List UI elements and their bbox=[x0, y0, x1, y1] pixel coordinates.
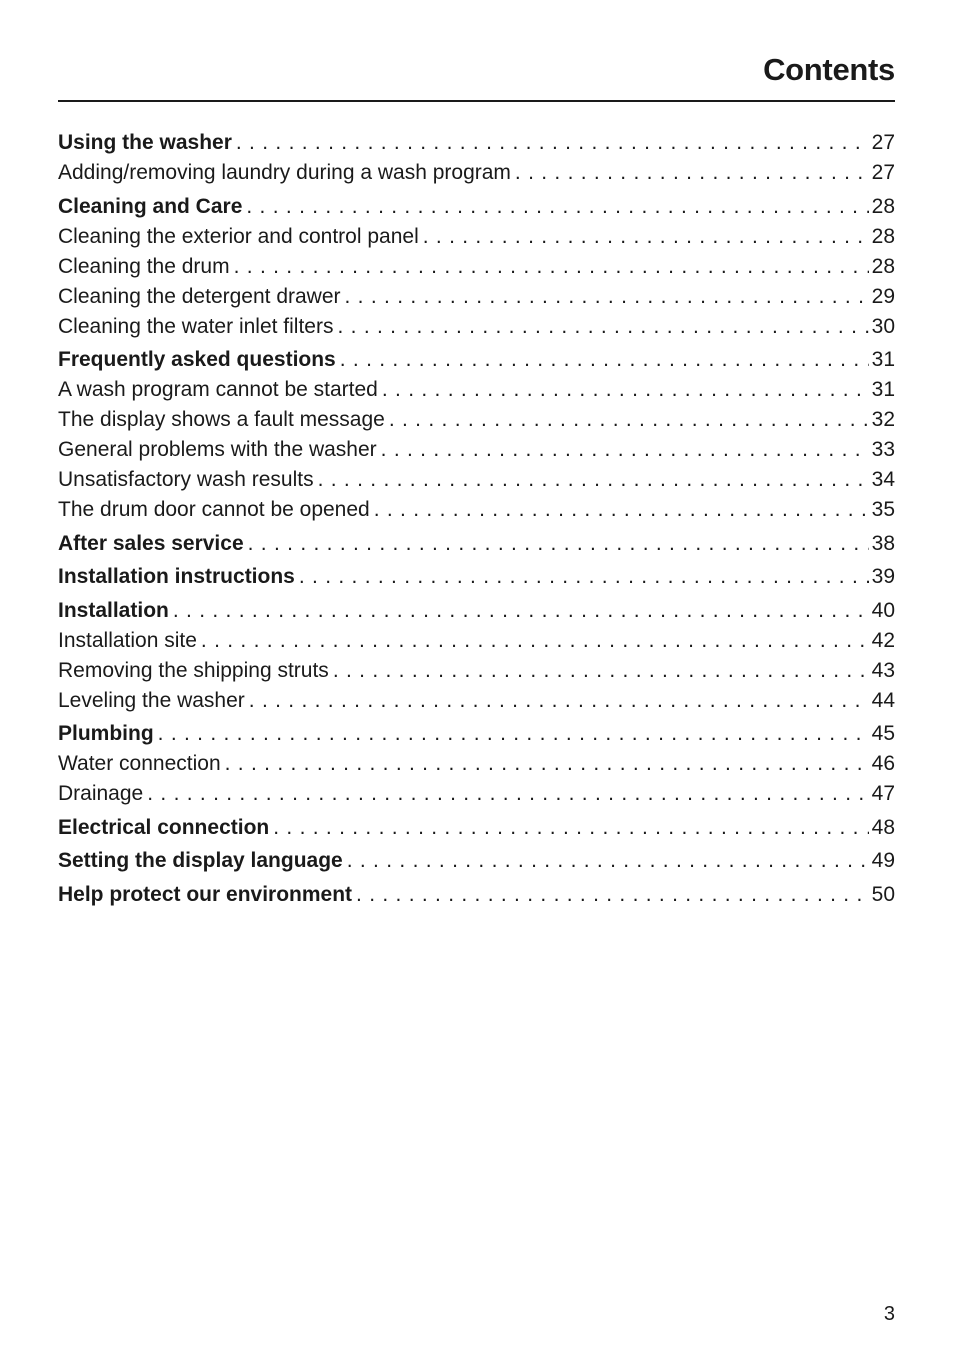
toc-subsection-entry[interactable] bbox=[58, 626, 895, 656]
toc-subsection-entry[interactable] bbox=[58, 405, 895, 435]
toc-entry-label: Cleaning and Care bbox=[58, 194, 243, 218]
dot-leader bbox=[515, 158, 869, 188]
toc-entry-label: Cleaning the drum bbox=[58, 254, 230, 278]
toc-section-entry[interactable] bbox=[58, 880, 895, 910]
toc-entry-label: Electrical connection bbox=[58, 815, 270, 839]
dot-leader bbox=[374, 495, 869, 525]
dot-leader bbox=[382, 375, 869, 405]
toc-entry-page: 50 bbox=[871, 882, 895, 906]
dot-leader bbox=[158, 719, 869, 749]
toc-entry-label: Help protect our environment bbox=[58, 882, 353, 906]
toc-entry-label: The display shows a fault message bbox=[58, 408, 385, 431]
toc-entry-label: Water connection bbox=[58, 752, 221, 775]
toc-entry-page: 28 bbox=[871, 224, 895, 248]
toc-subsection-entry[interactable] bbox=[58, 435, 895, 465]
toc-entry-page: 43 bbox=[871, 658, 895, 682]
toc-entry-label: The drum door cannot be opened bbox=[58, 498, 370, 521]
toc-entry-label: Frequently asked questions bbox=[58, 348, 336, 371]
toc-section-entry[interactable] bbox=[58, 345, 895, 375]
table-of-contents bbox=[58, 128, 895, 910]
toc-entry-label: Using the washer bbox=[58, 131, 232, 154]
dot-leader bbox=[333, 656, 869, 686]
dot-leader bbox=[147, 779, 868, 809]
toc-entry-page: 35 bbox=[871, 498, 895, 521]
toc-entry-label: Adding/removing laundry during a wash program bbox=[58, 161, 511, 184]
toc-section-entry[interactable] bbox=[58, 192, 895, 222]
toc-subsection-entry[interactable] bbox=[58, 312, 895, 342]
toc-entry-label: Cleaning the water inlet filters bbox=[58, 314, 334, 338]
toc-subsection-entry[interactable] bbox=[58, 282, 895, 312]
title-rule bbox=[58, 100, 895, 102]
toc-entry-page: 42 bbox=[871, 628, 895, 652]
toc-section-entry[interactable] bbox=[58, 813, 895, 843]
toc-entry-page: 31 bbox=[871, 348, 895, 371]
toc-subsection-entry[interactable] bbox=[58, 495, 895, 525]
page-number: 3 bbox=[883, 1303, 895, 1325]
toc-entry-label: Installation instructions bbox=[58, 565, 295, 588]
toc-entry-page: 34 bbox=[871, 468, 895, 491]
toc-subsection-entry[interactable] bbox=[58, 779, 895, 809]
toc-entry-page: 32 bbox=[871, 408, 895, 431]
toc-entry-page: 40 bbox=[871, 598, 895, 622]
dot-leader bbox=[246, 192, 868, 222]
toc-subsection-entry[interactable] bbox=[58, 222, 895, 252]
dot-leader bbox=[299, 562, 869, 592]
toc-subsection-entry[interactable] bbox=[58, 749, 895, 779]
dot-leader bbox=[236, 128, 869, 158]
dot-leader bbox=[389, 405, 869, 435]
toc-entry-label: A wash program cannot be started bbox=[58, 378, 378, 401]
toc-entry-label: Cleaning the exterior and control panel bbox=[58, 224, 419, 248]
toc-entry-label: Plumbing bbox=[58, 722, 154, 745]
toc-entry-label: Setting the display language bbox=[58, 849, 343, 872]
dot-leader bbox=[337, 312, 868, 342]
toc-entry-page: 47 bbox=[871, 782, 895, 805]
toc-entry-page: 39 bbox=[871, 565, 895, 588]
toc-section-entry[interactable] bbox=[58, 719, 895, 749]
toc-entry-label: Installation bbox=[58, 598, 169, 622]
toc-subsection-entry[interactable] bbox=[58, 465, 895, 495]
dot-leader bbox=[234, 252, 869, 282]
toc-entry-page: 48 bbox=[871, 815, 895, 839]
toc-entry-page: 27 bbox=[871, 161, 895, 184]
toc-entry-page: 27 bbox=[871, 131, 895, 154]
toc-entry-page: 33 bbox=[871, 438, 895, 461]
toc-entry-page: 29 bbox=[871, 284, 895, 308]
toc-entry-page: 46 bbox=[871, 752, 895, 775]
dot-leader bbox=[318, 465, 869, 495]
toc-subsection-entry[interactable] bbox=[58, 656, 895, 686]
toc-entry-label: Unsatisfactory wash results bbox=[58, 468, 314, 491]
toc-section-entry[interactable] bbox=[58, 562, 895, 592]
toc-subsection-entry[interactable] bbox=[58, 252, 895, 282]
toc-subsection-entry[interactable] bbox=[58, 375, 895, 405]
toc-entry-label: Installation site bbox=[58, 628, 197, 652]
dot-leader bbox=[345, 282, 869, 312]
dot-leader bbox=[423, 222, 869, 252]
dot-leader bbox=[248, 529, 869, 559]
dot-leader bbox=[201, 626, 869, 656]
toc-section-entry[interactable] bbox=[58, 846, 895, 876]
toc-entry-label: After sales service bbox=[58, 531, 244, 555]
dot-leader bbox=[173, 596, 869, 626]
toc-entry-page: 31 bbox=[871, 378, 895, 401]
dot-leader bbox=[249, 686, 869, 716]
toc-entry-page: 30 bbox=[871, 314, 895, 338]
toc-entry-page: 28 bbox=[871, 194, 895, 218]
toc-entry-label: Cleaning the detergent drawer bbox=[58, 284, 341, 308]
toc-entry-page: 44 bbox=[871, 688, 895, 712]
toc-entry-label: Drainage bbox=[58, 782, 144, 805]
toc-entry-page: 28 bbox=[871, 254, 895, 278]
dot-leader bbox=[381, 435, 869, 465]
dot-leader bbox=[273, 813, 868, 843]
toc-entry-label: General problems with the washer bbox=[58, 438, 377, 461]
toc-section-entry[interactable] bbox=[58, 529, 895, 559]
toc-subsection-entry[interactable] bbox=[58, 158, 895, 188]
toc-entry-label: Removing the shipping struts bbox=[58, 658, 329, 682]
toc-entry-page: 38 bbox=[871, 531, 895, 555]
toc-section-entry[interactable] bbox=[58, 128, 895, 158]
dot-leader bbox=[340, 345, 869, 375]
dot-leader bbox=[347, 846, 869, 876]
dot-leader bbox=[225, 749, 869, 779]
toc-subsection-entry[interactable] bbox=[58, 686, 895, 716]
toc-section-entry[interactable] bbox=[58, 596, 895, 626]
dot-leader bbox=[356, 880, 869, 910]
toc-entry-page: 45 bbox=[871, 722, 895, 745]
toc-entry-label: Leveling the washer bbox=[58, 688, 245, 712]
page-title: Contents bbox=[763, 52, 895, 87]
toc-entry-page: 49 bbox=[871, 849, 895, 872]
